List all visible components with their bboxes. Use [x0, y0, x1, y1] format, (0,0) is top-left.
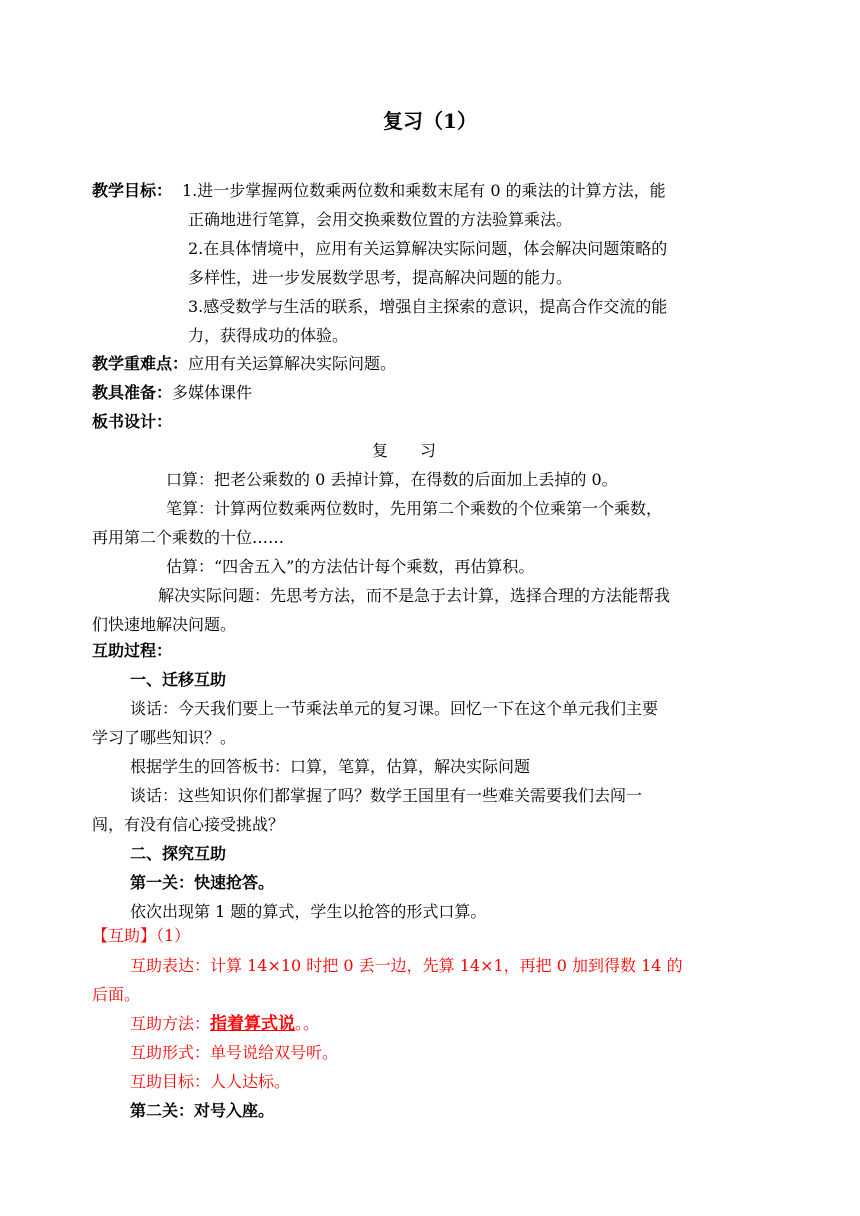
objective-3-line-1: 3.感受数学与生活的联系，增强自主探索的意识，提高合作交流的能 [188, 297, 668, 316]
key-points-label: 教学重难点： [92, 354, 189, 373]
help-expression-line-2: 后面。 [92, 985, 141, 1004]
objective-2-line-2: 多样性，进一步发展数学思考，提高解决问题的能力。 [188, 268, 573, 287]
objective-1-line-1: 1.进一步掌握两位数乘两位数和乘数末尾有 0 的乘法的计算方法，能 [182, 181, 666, 200]
help-method-label: 互助方法： [130, 1014, 211, 1033]
board-solve-line-2: 们快速地解决问题。 [92, 615, 237, 634]
board-written-line-1: 笔算：计算两位数乘两位数时，先用第二个乘数的个位乘第一个乘数， [166, 499, 663, 518]
board-oral: 口算：把老公乘数的 0 丢掉计算，在得数的后面加上丢掉的 0。 [166, 470, 618, 489]
talk-1-line-1: 谈话：今天我们要上一节乘法单元的复习课。回忆一下在这个单元我们主要 [130, 699, 659, 718]
materials [92, 382, 252, 404]
page-title: 复习（1） [383, 109, 477, 133]
section-1-heading: 一、迁移互助 [130, 670, 227, 689]
help-goal: 互助目标：人人达标。 [130, 1072, 291, 1091]
talk-2-line-2: 闯，有没有信心接受挑战？ [92, 815, 285, 834]
stage-2-heading: 第二关：对号入座。 [130, 1101, 275, 1120]
board-heading: 复 习 [372, 441, 437, 460]
help-expression-line-1: 互助表达：计算 14×10 时把 0 丢一边，先算 14×1，再把 0 加到得数 14 的 [130, 956, 683, 975]
objectives-label: 教学目标： [92, 181, 173, 200]
board-written-line-2: 再用第二个乘数的十位…… [92, 528, 285, 547]
help-method [130, 1013, 319, 1035]
objective-2-line-1: 2.在具体情境中，应用有关运算解决实际问题，体会解决问题策略的 [188, 239, 668, 258]
objective-1-line-2: 正确地进行笔算，会用交换乘数位置的方法验算乘法。 [188, 210, 573, 229]
board-answer: 根据学生的回答板书：口算，笔算，估算，解决实际问题 [130, 757, 531, 776]
section-2-heading: 二、探究互助 [130, 844, 227, 863]
objective-3-line-2: 力，获得成功的体验。 [188, 326, 349, 345]
help-method-tail: 。。 [295, 1014, 320, 1033]
talk-2-line-1: 谈话：这些知识你们都掌握了吗？数学王国里有一些难关需要我们去闯一 [130, 786, 643, 805]
materials-label: 教具准备： [92, 383, 173, 402]
board-estimate: 估算：“四舍五入”的方法估计每个乘数，再估算积。 [166, 557, 535, 576]
help-tag: 【互助】（1） [92, 926, 191, 945]
board-solve-line-1: 解决实际问题：先思考方法，而不是急于去计算，选择合理的方法能帮我 [158, 586, 671, 605]
stage-1-text: 依次出现第 1 题的算式，学生以抢答的形式口算。 [130, 902, 487, 921]
talk-1-line-2: 学习了哪些知识？。 [92, 728, 237, 747]
key-points [92, 353, 396, 375]
stage-1-heading: 第一关：快速抢答。 [130, 873, 275, 892]
help-form: 互助形式：单号说给双号听。 [130, 1043, 339, 1062]
board-label: 板书设计： [92, 412, 173, 431]
help-method-value: 指着算式说 [210, 1014, 296, 1034]
materials-text: 多媒体课件 [172, 383, 253, 402]
process-label: 互助过程： [92, 641, 173, 660]
key-points-text: 应用有关运算解决实际问题。 [188, 354, 397, 373]
